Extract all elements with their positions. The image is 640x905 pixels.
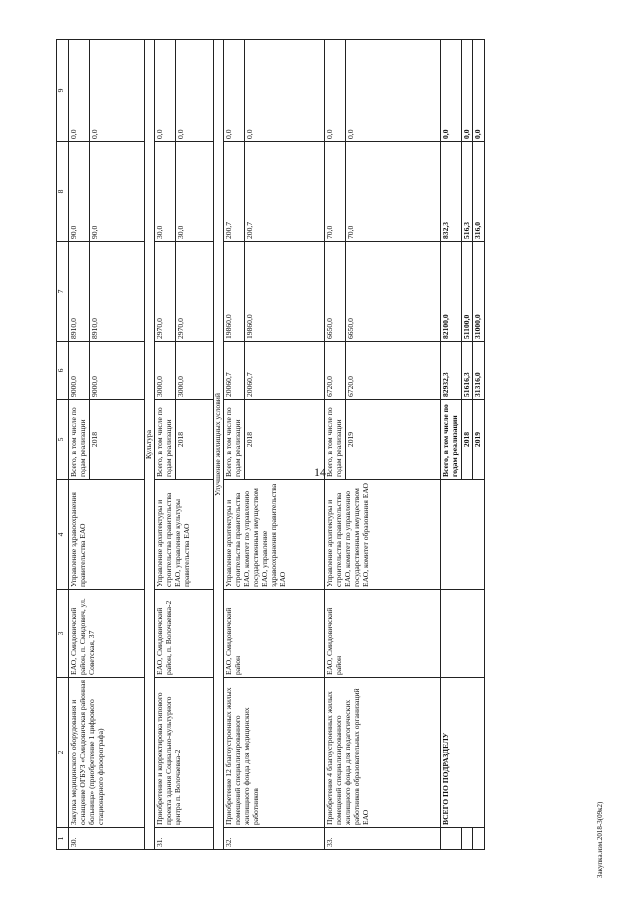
year-cell: 2018 <box>89 400 144 480</box>
total-value: 20060,7 <box>244 342 324 400</box>
header-cell: 4 <box>57 480 69 590</box>
empty-cell <box>473 828 485 850</box>
other-value: 0,0 <box>175 40 213 142</box>
other-value: 0,0 <box>440 40 461 142</box>
regional-value: 30,0 <box>154 142 175 242</box>
federal-value: 2970,0 <box>154 242 175 342</box>
regional-value: 200,7 <box>223 142 244 242</box>
federal-value: 19860,0 <box>223 242 244 342</box>
period-label: Всего, в том числе по годам реализации <box>154 400 175 480</box>
total-value: 20060,7 <box>223 342 244 400</box>
regional-value: 70,0 <box>345 142 440 242</box>
period-label: Всего, в том числе по годам реализации <box>69 400 90 480</box>
federal-value: 8910,0 <box>69 242 90 342</box>
total-value: 82932,3 <box>440 342 461 400</box>
section-row <box>144 40 154 850</box>
period-label: Всего, в том числе по годам реализации <box>440 400 461 480</box>
regional-value: 316,0 <box>473 142 485 242</box>
total-value: 31316,0 <box>473 342 485 400</box>
total-value: 3000,0 <box>175 342 213 400</box>
header-cell: 2 <box>57 678 69 828</box>
header-cell: 5 <box>57 400 69 480</box>
header-cell: 6 <box>57 342 69 400</box>
year-cell: 2018 <box>461 400 473 480</box>
federal-value: 2970,0 <box>175 242 213 342</box>
other-value: 0,0 <box>154 40 175 142</box>
federal-value: 31000,0 <box>473 242 485 342</box>
section-title: Улучшение жилищных условий <box>213 40 223 850</box>
period-label: Всего, в том числе по годам реализации <box>223 400 244 480</box>
year-cell: 2018 <box>244 400 324 480</box>
federal-value: 82100,0 <box>440 242 461 342</box>
section-title: Культура <box>144 40 154 850</box>
location: ЕАО, Смидовичский район, п. Смидович, ул. Советская, 37 <box>69 590 145 678</box>
location: ЕАО, Смидовичский район <box>324 590 440 678</box>
program-table <box>56 39 485 850</box>
location: ЕАО, Смидовичский район, п. Волочаевка-2 <box>154 590 213 678</box>
empty-cell <box>440 828 461 850</box>
measure-name: Приобретение 12 благоустроенных жилых помещений специализированного жилищного фонда для медицинских работников <box>223 678 324 828</box>
other-value: 0,0 <box>473 40 485 142</box>
total-value: 6720,0 <box>345 342 440 400</box>
regional-value: 30,0 <box>175 142 213 242</box>
regional-value: 70,0 <box>324 142 345 242</box>
regional-value: 90,0 <box>89 142 144 242</box>
year-cell: 2019 <box>473 400 485 480</box>
table-header-row <box>57 40 69 850</box>
other-value: 0,0 <box>244 40 324 142</box>
table-row <box>69 40 90 850</box>
total-value: 51616,3 <box>461 342 473 400</box>
row-number: 33. <box>324 828 440 850</box>
page-number: 14 <box>314 465 326 479</box>
federal-value: 51100,0 <box>461 242 473 342</box>
executor: Управление архитектуры и строительства правительства ЕАО, управление культуры правительства ЕАО <box>154 480 213 590</box>
other-value: 0,0 <box>461 40 473 142</box>
total-row <box>440 40 461 850</box>
rotated-table-wrapper <box>56 40 576 850</box>
year-cell: 2018 <box>175 400 213 480</box>
empty-cell <box>461 828 473 850</box>
location: ЕАО, Смидовичский район <box>223 590 324 678</box>
executor: Управление архитектуры и строительства правительства ЕАО, комитет по управлению государственным имуществом ЕАО, управление здравоохранения правительства ЕАО <box>223 480 324 590</box>
header-cell: 1 <box>57 828 69 850</box>
federal-value: 6650,0 <box>345 242 440 342</box>
empty-cell <box>440 480 485 590</box>
executor: Управление здравоохранения правительства ЕАО <box>69 480 145 590</box>
header-cell: 9 <box>57 40 69 142</box>
row-number: 30. <box>69 828 145 850</box>
row-number: 31. <box>154 828 213 850</box>
table-row <box>154 40 175 850</box>
other-value: 0,0 <box>223 40 244 142</box>
total-value: 6720,0 <box>324 342 345 400</box>
total-value: 9000,0 <box>69 342 90 400</box>
total-label: ВСЕГО ПО ПОДРАЗДЕЛУ <box>440 678 485 828</box>
empty-cell <box>440 590 485 678</box>
total-value: 9000,0 <box>89 342 144 400</box>
other-value: 0,0 <box>345 40 440 142</box>
federal-value: 8910,0 <box>89 242 144 342</box>
header-cell: 3 <box>57 590 69 678</box>
regional-value: 516,3 <box>461 142 473 242</box>
executor: Управление архитектуры и строительства правительства ЕАО, комитет по управлению государственным имуществом ЕАО, комитет образования ЕАО <box>324 480 440 590</box>
row-number: 32. <box>223 828 324 850</box>
regional-value: 90,0 <box>69 142 90 242</box>
table-row <box>324 40 345 850</box>
year-cell: 2019 <box>345 400 440 480</box>
measure-name: Закупка медицинского оборудования и оснащение ОГБУЗ «Смидовичская районная больница» (приобретение 1 цифрового стационарного флюорографа) <box>69 678 145 828</box>
regional-value: 200,7 <box>244 142 324 242</box>
federal-value: 19860,0 <box>244 242 324 342</box>
federal-value: 6650,0 <box>324 242 345 342</box>
header-cell: 7 <box>57 242 69 342</box>
other-value: 0,0 <box>324 40 345 142</box>
regional-value: 832,3 <box>440 142 461 242</box>
period-label: Всего, в том числе по годам реализации <box>324 400 345 480</box>
header-cell: 8 <box>57 142 69 242</box>
measure-name: Приобретение 4 благоустроенных жилых помещений специализированного жилищного фонда для педагогических работников образовательных организаций ЕАО <box>324 678 440 828</box>
measure-name: Приобретение и корректировка типового проекта здания Социально-культурного центра п. Волочаевка-2 <box>154 678 213 828</box>
total-value: 3000,0 <box>154 342 175 400</box>
other-value: 0,0 <box>69 40 90 142</box>
other-value: 0,0 <box>89 40 144 142</box>
table-row <box>223 40 244 850</box>
section-row <box>213 40 223 850</box>
document-stamp: Закупка.изм.2018-3(09к2) <box>596 801 604 878</box>
